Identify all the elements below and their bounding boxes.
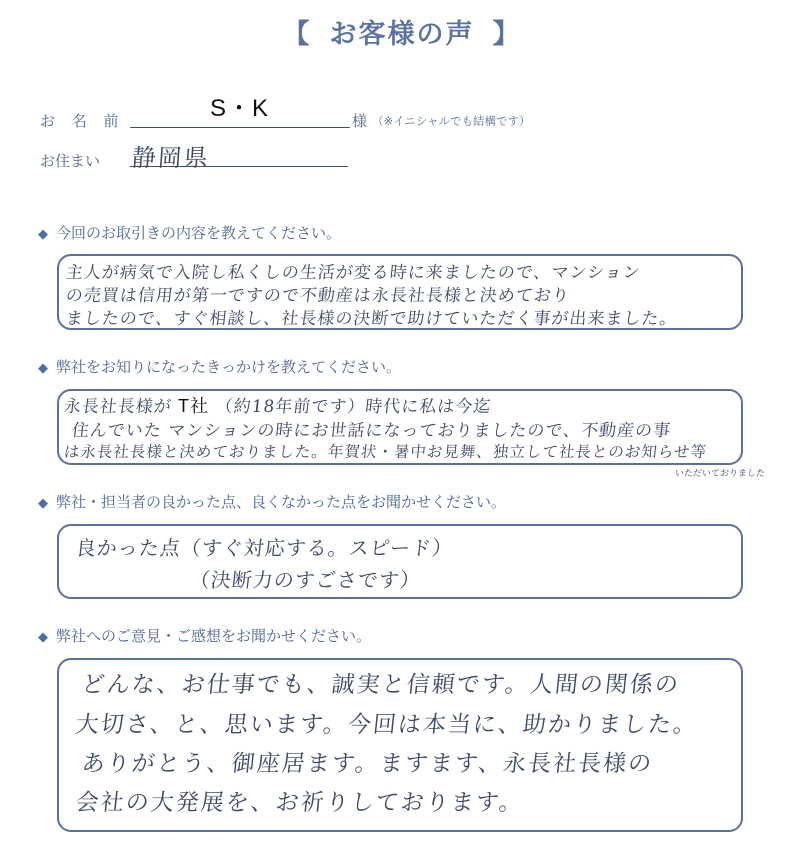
answer-3-line-1: 良かった点（すぐ対応する。スピード） [74, 536, 455, 560]
answer-1-line-1: 主人が病気で入院し私くしの生活が変る時に来ましたので、マンション [64, 263, 642, 283]
answer-4-line-4: 会社の大発展を、お祈りしております。 [74, 790, 526, 816]
answer-2-line-1: 永長社長様が T社 （約18年前です）時代に私は今迄 [63, 392, 493, 418]
diamond-bullet-icon: ◆ [38, 496, 48, 511]
question-1-heading [38, 222, 341, 243]
page-title [0, 12, 804, 51]
question-4-label: 弊社へのご意見・ご感想をお聞かせください。 [56, 627, 372, 645]
title-open-bracket: 【 [282, 19, 312, 50]
address-value: 静岡県 [130, 144, 211, 172]
answer-1-line-3: ましたので、すぐ相談し、社長様の決断で助けていただく事が出来ました。 [64, 309, 679, 329]
answer-4-line-3: ありがとう、御座居ます。ますます、永長社長様の [80, 751, 655, 777]
diamond-bullet-icon: ◆ [38, 227, 48, 242]
answer-4-line-2: 大切さ、と、思います。今回は本当に、助かりました。 [74, 712, 700, 738]
title-close-bracket: 】 [492, 19, 522, 50]
name-value: S・K [210, 95, 270, 122]
answer-2-line-2: 住んでいた マンションの時にお世話になっておりましたので、不動産の事 [70, 421, 673, 441]
name-note: （※イニシャルでも結構です） [372, 114, 531, 128]
question-3-label: 弊社・担当者の良かった点、良くなかった点をお聞かせください。 [56, 493, 507, 511]
answer-2-overflow: いただいておりました [674, 469, 766, 479]
title-text: お客様の声 [329, 19, 475, 50]
question-1-label: 今回のお取引きの内容を教えてください。 [56, 224, 342, 242]
address-label: お住まい [40, 152, 101, 170]
name-label: お 名 前 [40, 112, 125, 130]
answer-1-line-2: の売買は信用が第一ですので不動産は永長社長様と決めており [64, 286, 571, 306]
name-underline [130, 127, 350, 128]
question-4-heading [38, 625, 371, 646]
diamond-bullet-icon: ◆ [38, 361, 48, 376]
diamond-bullet-icon: ◆ [38, 630, 48, 645]
question-2-heading [38, 356, 401, 377]
answer-4-line-1: どんな、お仕事でも、誠実と信頼です。人間の関係の [80, 672, 682, 698]
honorific: 様 [352, 112, 368, 130]
answer-3-line-2: （決断力のすごさです） [188, 568, 423, 592]
answer-2-line-3: は永長社長様と決めておりました。年賀状・暑中お見舞、独立して社長とのお知らせ等 [62, 443, 708, 461]
company-name-redacted: T社 [178, 396, 210, 416]
question-2-label: 弊社をお知りになったきっかけを教えてください。 [56, 358, 402, 376]
question-3-heading [38, 491, 506, 512]
